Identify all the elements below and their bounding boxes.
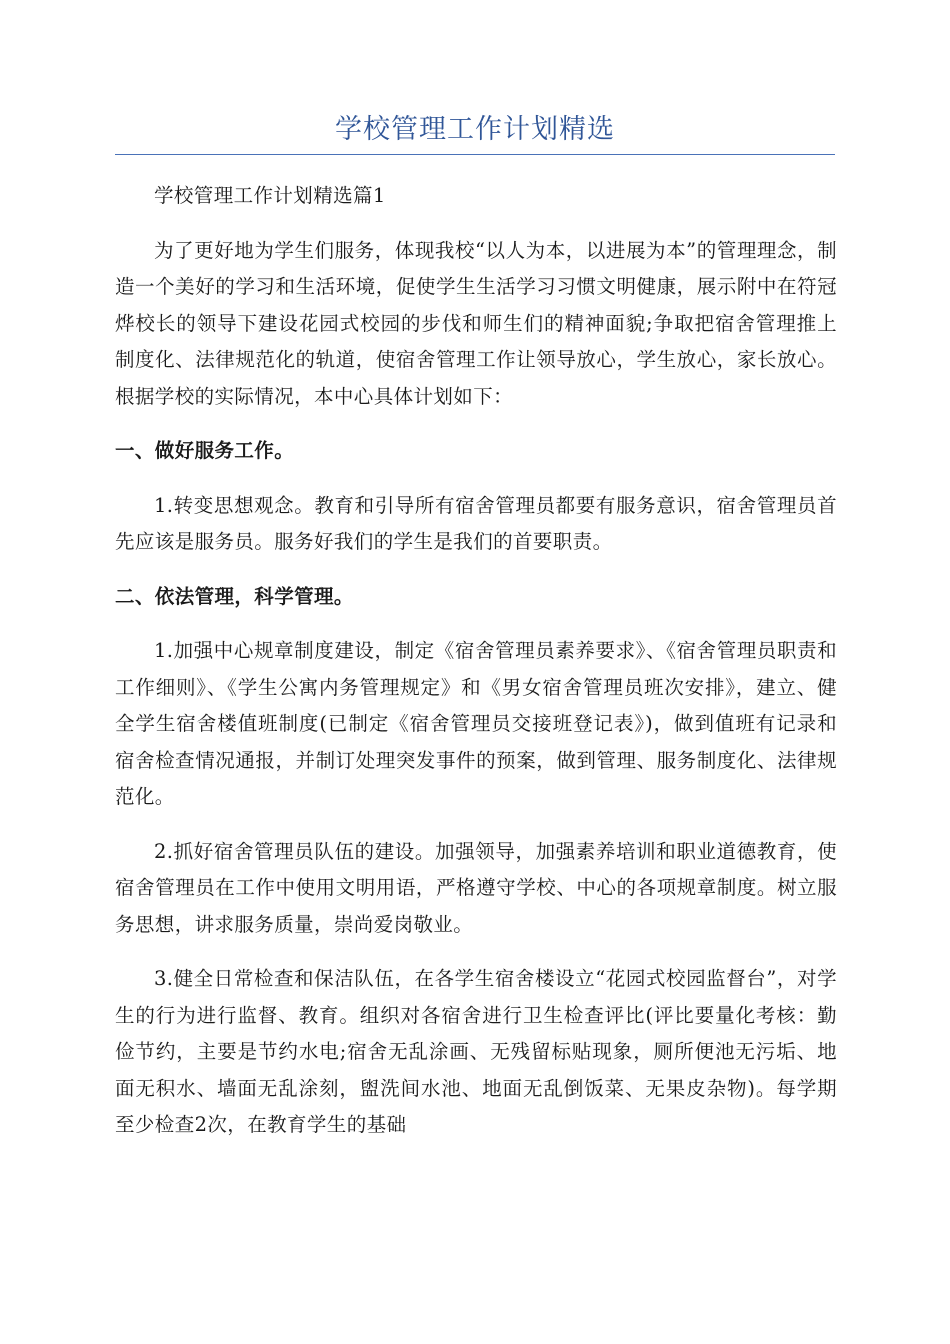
document-body — [115, 178, 837, 1162]
subtitle: 学校管理工作计划精选篇1 — [154, 184, 386, 207]
document-title: 学校管理工作计划精选 — [335, 114, 615, 145]
section-heading-1: 一、做好服务工作。 — [115, 439, 295, 462]
section-2-item-1: 1.加强中心规章制度建设，制定《宿舍管理员素养要求》、《宿舍管理员职责和工作细则》、《学生公寓内务管理规定》和《男女宿舍管理员班次安排》，建立、健全学生宿舍楼值班制度(已制定《宿舍管理员交接班登记表》)，做到值班有记录和宿舍检查情况通报，并制订处理突发事件的预案，做到管理、服务制度化、法律规范化。 — [115, 639, 837, 808]
section-heading-2: 二、依法管理，科学管理。 — [115, 584, 354, 608]
title-underline — [115, 154, 835, 155]
section-2-item-2: 2.抓好宿舍管理员队伍的建设。加强领导，加强素养培训和职业道德教育，使宿舍管理员在工作中使用文明用语，严格遵守学校、中心的各项规章制度。树立服务思想，讲求服务质量，崇尚爱岗敬业。 — [115, 839, 837, 936]
section-1-item-1: 1.转变思想观念。教育和引导所有宿舍管理员都要有服务意识，宿舍管理员首先应该是服务员。服务好我们的学生是我们的首要职责。 — [115, 493, 837, 553]
section-2-item-3: 3.健全日常检查和保洁队伍，在各学生宿舍楼设立“花园式校园监督台”，对学生的行为进行监督、教育。组织对各宿舍进行卫生检查评比(评比要量化考核：勤俭节约，主要是节约水电;宿舍无乱涂画、无残留标贴现象，厕所便池无污垢、地面无积水、墙面无乱涂刻，盥洗间水池、地面无乱倒饭菜、无果皮杂物)。每学期至少检查2次，在教育学生的基础 — [115, 967, 837, 1136]
intro-paragraph: 为了更好地为学生们服务，体现我校“以人为本，以进展为本”的管理理念，制造一个美好的学习和生活环境，促使学生生活学习习惯文明健康，展示附中在符冠烨校长的领导下建设花园式校园的步伐和师生们的精神面貌;争取把宿舍管理推上制度化、法律规范化的轨道，使宿舍管理工作让领导放心，学生放心，家长放心。根据学校的实际情况，本中心具体计划如下： — [115, 238, 837, 408]
